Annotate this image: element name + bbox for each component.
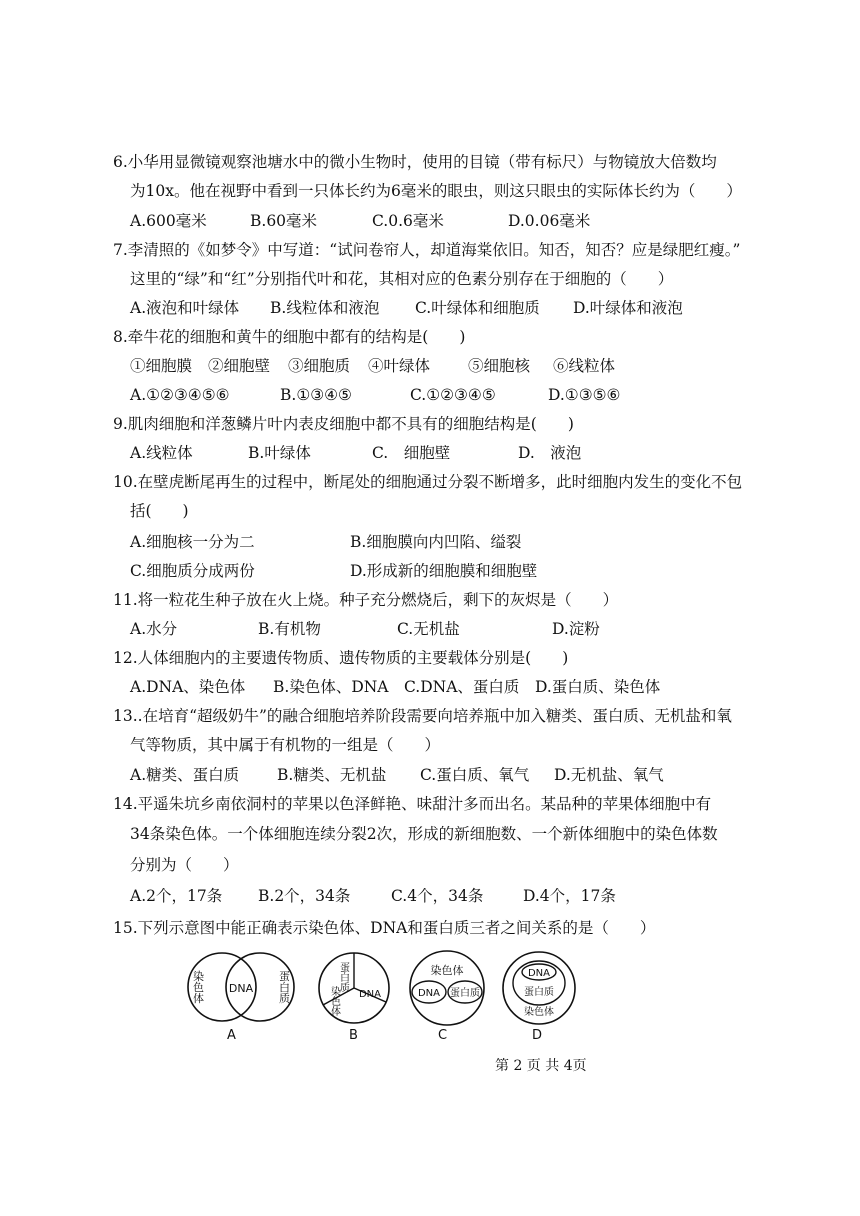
question-13-option-c: C.蛋白质、氧气 [420, 766, 530, 784]
question-8-item-4: ④叶绿体 [368, 357, 431, 375]
diagram-d-outer-label: 染色体 [524, 1007, 554, 1018]
question-13-option-d: D.无机盐、氧气 [554, 766, 664, 784]
question-10-stem-line-2: 括( ) [130, 502, 189, 520]
page-footer: 第 2 页 共 4页 [495, 1058, 587, 1074]
question-6-option-d: D.0.06毫米 [508, 212, 591, 230]
question-9-option-b: B.叶绿体 [248, 444, 311, 462]
question-14-stem-line-1: 14.平遥朱坑乡南依洞村的苹果以色泽鲜艳、味甜汁多而出名。某品种的苹果体细胞中有 [113, 795, 712, 813]
diagram-a [180, 950, 302, 1028]
diagram-b-caption: B [349, 1028, 358, 1043]
diagram-c-right-label: 蛋白质 [450, 988, 480, 999]
diagram-a-left-label: 染色体 [191, 970, 205, 1004]
question-12-option-c: C.DNA、蛋白质 [404, 678, 520, 696]
question-14-option-a: A.2个，17条 [130, 887, 223, 905]
diagram-c [404, 950, 490, 1028]
question-14-stem-line-3: 分别为（ ） [130, 856, 239, 874]
question-8-item-1: ①细胞膜 [130, 357, 193, 375]
diagram-b-top-label: 蛋白质 [337, 962, 349, 992]
question-8-stem: 8.牵牛花的细胞和黄牛的细胞中都有的结构是( ) [113, 328, 466, 346]
question-14-option-b: B.2个，34条 [258, 887, 351, 905]
question-9-stem: 9.肌肉细胞和洋葱鳞片叶内表皮细胞中都不具有的细胞结构是( ) [113, 415, 574, 433]
question-10-stem-line-1: 10.在壁虎断尾再生的过程中，断尾处的细胞通过分裂不断增多，此时细胞内发生的变化不包 [113, 473, 743, 491]
question-7-stem-line-2: 这里的“绿”和“红”分别指代叶和花，其相对应的色素分别存在于细胞的（ ） [130, 270, 674, 288]
diagram-a-center-label: DNA [228, 982, 254, 995]
question-7-option-c: C.叶绿体和细胞质 [415, 299, 540, 317]
question-8-item-6: ⑥线粒体 [553, 357, 616, 375]
diagram-c-caption: C [438, 1028, 448, 1043]
question-8-item-2: ②细胞壁 [208, 357, 271, 375]
question-10-option-c: C.细胞质分成两份 [130, 562, 255, 580]
question-9-option-c: C. 细胞壁 [372, 444, 451, 462]
diagram-b-left-label: 染色体 [328, 986, 340, 1016]
question-11-option-c: C.无机盐 [397, 620, 460, 638]
question-8-option-a: A.①②③④⑤⑥ [130, 386, 230, 404]
diagram-d-inner-label: DNA [527, 968, 551, 979]
question-8-option-d: D.①③⑤⑥ [548, 386, 621, 404]
question-12-option-d: D.蛋白质、染色体 [535, 678, 661, 696]
diagram-c-left-label: DNA [417, 988, 441, 999]
question-13-option-a: A.糖类、蛋白质 [130, 766, 240, 784]
question-8-item-3: ③细胞质 [288, 357, 351, 375]
diagram-a-right-label: 蛋白质 [277, 970, 291, 1004]
question-15-stem: 15.下列示意图中能正确表示染色体、DNA和蛋白质三者之间关系的是（ ） [113, 919, 656, 937]
question-13-stem-line-2: 气等物质，其中属于有机物的一组是（ ） [130, 736, 441, 754]
question-10-option-d: D.形成新的细胞膜和细胞壁 [350, 562, 538, 580]
question-7-option-b: B.线粒体和液泡 [270, 299, 380, 317]
question-14-option-c: C.4个，34条 [391, 887, 484, 905]
question-12-stem: 12.人体细胞内的主要遗传物质、遗传物质的主要载体分别是( ) [113, 649, 569, 667]
question-11-option-b: B.有机物 [258, 620, 321, 638]
question-14-option-d: D.4个，17条 [523, 887, 616, 905]
question-6-option-a: A.600毫米 [130, 212, 207, 230]
question-12-option-a: A.DNA、染色体 [130, 678, 246, 696]
question-11-option-a: A.水分 [130, 620, 178, 638]
question-6-stem-line-1: 6.小华用显微镜观察池塘水中的微小生物时，使用的目镜（带有标尺）与物镜放大倍数均 [113, 153, 717, 171]
question-8-item-5: ⑤细胞核 [468, 357, 531, 375]
question-8-option-b: B.①③④⑤ [280, 386, 352, 404]
question-13-stem-line-1: 13..在培育“超级奶牛”的融合细胞培养阶段需要向培养瓶中加入糖类、蛋白质、无机盐和氧 [113, 707, 732, 725]
question-7-stem-line-1: 7.李清照的《如梦令》中写道：“试问卷帘人，却道海棠依旧。知否，知否？应是绿肥红瘦。” [113, 241, 741, 259]
diagram-d-caption: D [532, 1028, 543, 1043]
diagram-b-right-label: DNA [358, 989, 382, 1000]
question-13-option-b: B.糖类、无机盐 [277, 766, 387, 784]
diagram-b [314, 950, 394, 1028]
question-7-option-d: D.叶绿体和液泡 [573, 299, 683, 317]
question-6-stem-line-2: 为10x。他在视野中看到一只体长约为6毫米的眼虫，则这只眼虫的实际体长约为（ ） [130, 182, 742, 200]
question-9-option-d: D. 液泡 [518, 444, 582, 462]
question-14-stem-line-2: 34条染色体。一个体细胞连续分裂2次，形成的新细胞数、一个新体细胞中的染色体数 [130, 825, 718, 843]
question-11-stem: 11.将一粒花生种子放在火上烧。种子充分燃烧后，剩下的灰烬是（ ） [113, 591, 619, 609]
diagram-c-top-label: 染色体 [430, 964, 464, 977]
question-12-option-b: B.染色体、DNA [273, 678, 389, 696]
question-6-option-b: B.60毫米 [250, 212, 318, 230]
diagram-d-middle-label: 蛋白质 [524, 987, 554, 998]
question-6-option-c: C.0.6毫米 [372, 212, 444, 230]
question-10-option-b: B.细胞膜向内凹陷、缢裂 [350, 533, 522, 551]
question-8-option-c: C.①②③④⑤ [410, 386, 496, 404]
diagram-d [497, 950, 581, 1028]
question-10-option-a: A.细胞核一分为二 [130, 533, 255, 551]
question-7-option-a: A.液泡和叶绿体 [130, 299, 240, 317]
question-11-option-d: D.淀粉 [552, 620, 600, 638]
diagram-a-caption: A [227, 1028, 236, 1043]
question-9-option-a: A.线粒体 [130, 444, 193, 462]
